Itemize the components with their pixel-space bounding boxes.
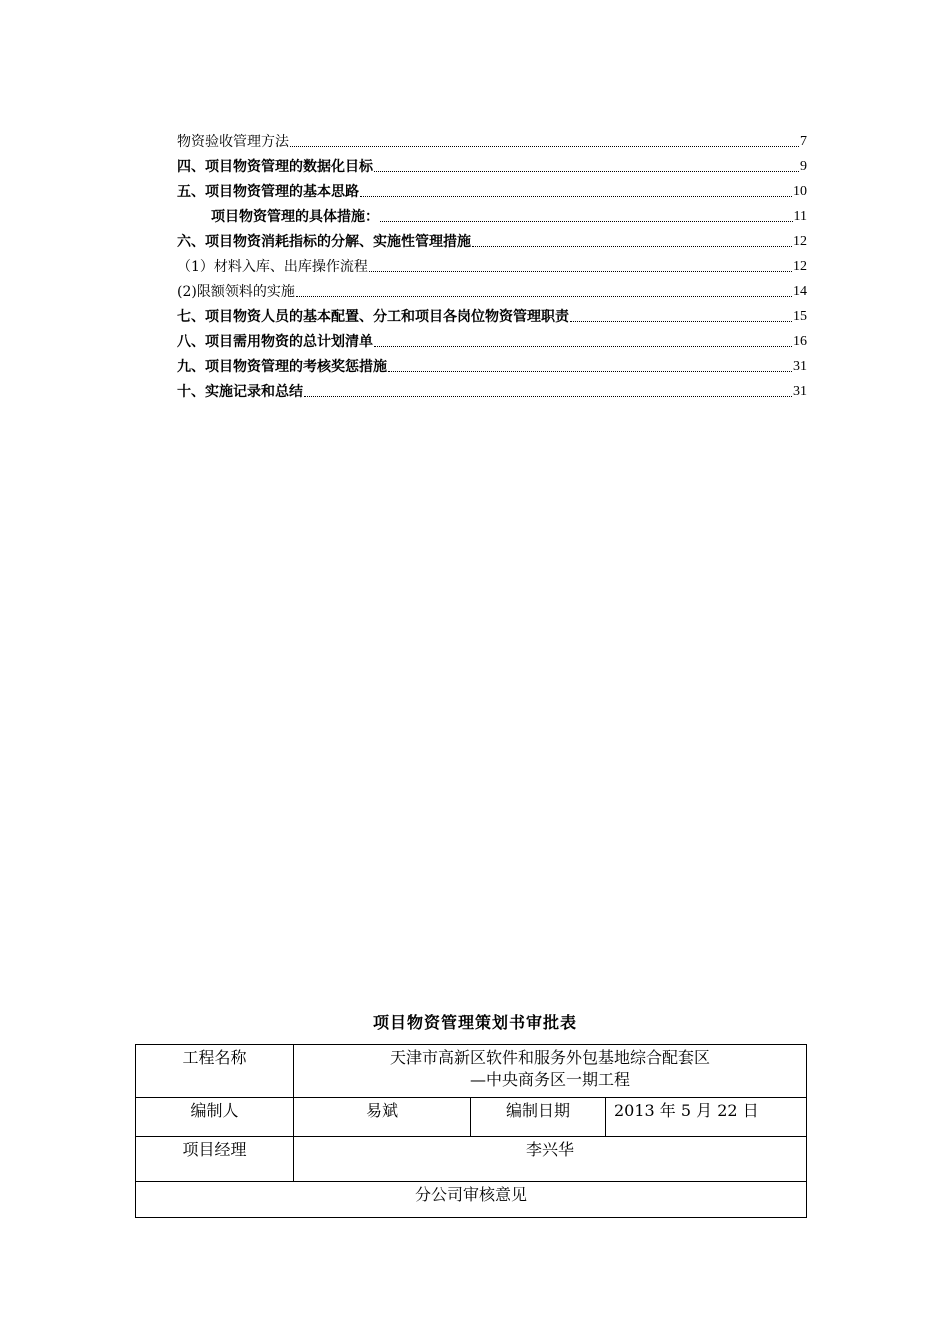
toc-entry-title: 八、项目需用物资的总计划清单 (177, 334, 373, 350)
toc-entry-page-number: 9 (800, 159, 807, 174)
toc-entry[interactable] (177, 376, 807, 401)
compiler-value: 易斌 (294, 1098, 471, 1137)
toc-leader-dots (380, 221, 793, 222)
toc-leader-dots (374, 346, 792, 347)
toc-entry[interactable] (177, 201, 807, 226)
date-label: 编制日期 (471, 1098, 606, 1137)
toc-leader-dots (388, 371, 792, 372)
toc-entry-title: 九、项目物资管理的考核奖惩措施 (177, 359, 387, 375)
toc-entry-page-number: 12 (793, 234, 807, 249)
toc-leader-dots (360, 196, 792, 197)
toc-entry-title: 四、项目物资管理的数据化目标 (177, 159, 373, 175)
toc-leader-dots (304, 396, 792, 397)
table-row (136, 1098, 807, 1137)
toc-entry-title: （1）材料入库、出库操作流程 (177, 259, 368, 275)
toc-leader-dots (472, 246, 792, 247)
toc-entry[interactable] (177, 251, 807, 276)
toc-entry-title: 六、项目物资消耗指标的分解、实施性管理措施 (177, 234, 471, 250)
toc-entry-title: 七、项目物资人员的基本配置、分工和项目各岗位物资管理职责 (177, 309, 569, 325)
toc-entry[interactable] (177, 151, 807, 176)
toc-entry[interactable] (177, 276, 807, 301)
project-name-line1: 天津市高新区软件和服务外包基地综合配套区 (389, 1048, 710, 1067)
toc-entry[interactable] (177, 301, 807, 326)
toc-leader-dots (296, 296, 792, 297)
project-name-value (294, 1045, 807, 1098)
toc-entry[interactable] (177, 126, 807, 151)
toc-entry-page-number: 14 (793, 284, 807, 299)
table-row (136, 1137, 807, 1182)
toc-entry-page-number: 12 (793, 259, 807, 274)
approval-form-title: 项目物资管理策划书审批表 (372, 1013, 577, 1032)
compiler-label: 编制人 (136, 1098, 294, 1137)
approval-form-table (135, 1044, 807, 1218)
toc-entry-page-number: 10 (793, 184, 807, 199)
project-name-line2: —中央商务区一期工程 (469, 1070, 630, 1089)
toc-entry[interactable] (177, 226, 807, 251)
project-name-label: 工程名称 (136, 1045, 294, 1098)
toc-entry[interactable] (177, 176, 807, 201)
toc-entry-page-number: 31 (793, 359, 807, 374)
toc-entry-title: 十、实施记录和总结 (177, 384, 303, 400)
toc-entry-title: 项目物资管理的具体措施： (211, 209, 379, 225)
manager-label: 项目经理 (136, 1137, 294, 1182)
toc-entry-title: 物资验收管理方法 (177, 134, 289, 150)
toc-entry[interactable] (177, 326, 807, 351)
toc-entry-title: (2)限额领料的实施 (177, 284, 295, 300)
toc-entry-page-number: 7 (800, 134, 807, 149)
toc-leader-dots (369, 271, 792, 272)
table-row (136, 1182, 807, 1218)
date-value: 2013 年 5 月 22 日 (606, 1098, 807, 1137)
toc-entry-page-number: 11 (793, 209, 807, 224)
manager-value: 李兴华 (294, 1137, 807, 1182)
table-row (136, 1045, 807, 1098)
toc-leader-dots (290, 146, 799, 147)
toc-leader-dots (374, 171, 799, 172)
toc-entry-title: 五、项目物资管理的基本思路 (177, 184, 359, 200)
toc-entry-page-number: 31 (793, 384, 807, 399)
branch-opinion-label: 分公司审核意见 (136, 1182, 807, 1218)
toc-entry-page-number: 15 (793, 309, 807, 324)
table-of-contents (177, 126, 807, 401)
toc-entry-page-number: 16 (793, 334, 807, 349)
toc-entry[interactable] (177, 351, 807, 376)
toc-leader-dots (570, 321, 792, 322)
